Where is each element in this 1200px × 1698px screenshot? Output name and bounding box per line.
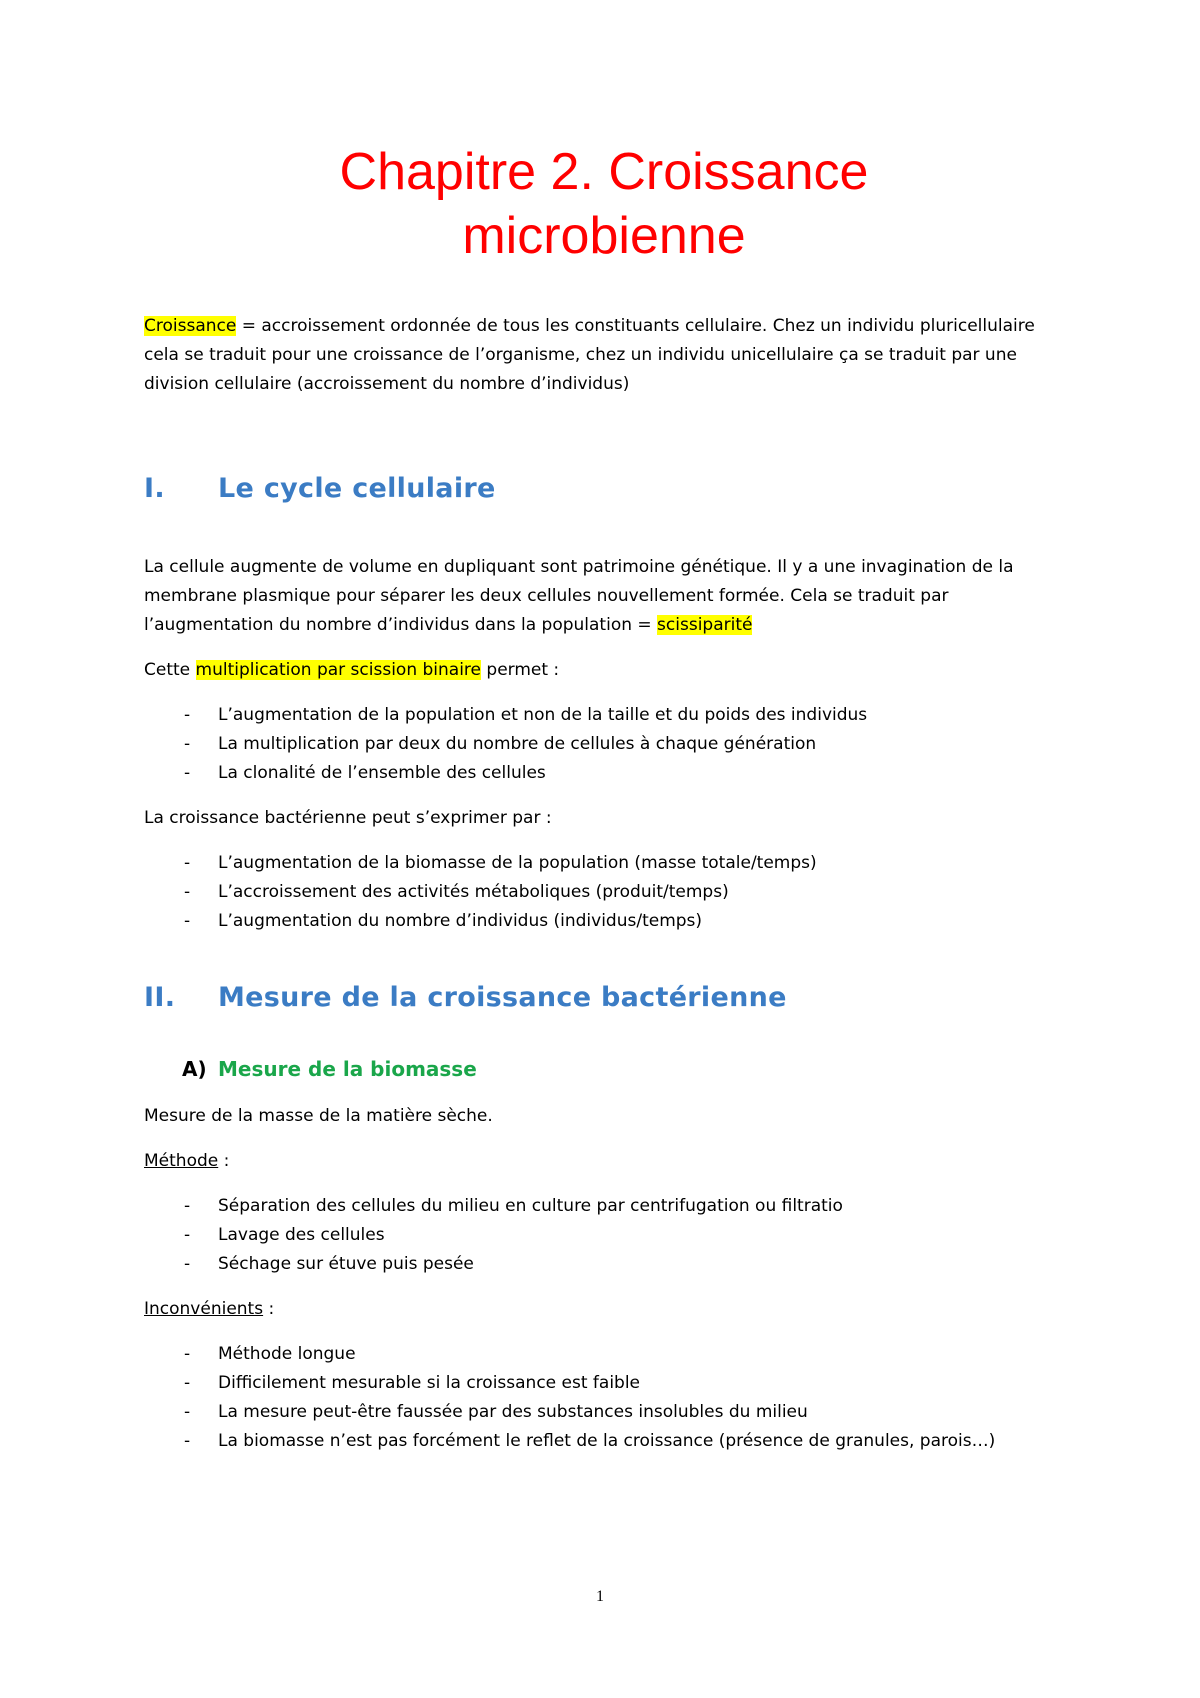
list-item-text: Difficilement mesurable si la croissance est faible xyxy=(218,1373,641,1393)
dash-bullet: - xyxy=(184,734,191,754)
title-line-1: Chapitre 2. Croissance xyxy=(339,143,869,201)
multiplication-highlight: multiplication par scission binaire xyxy=(195,660,481,680)
section-2-paragraph-1: Mesure de la masse de la matière sèche. xyxy=(144,1106,493,1126)
section-2-title: Mesure de la croissance bactérienne xyxy=(218,982,787,1013)
section-1-number: I. xyxy=(144,473,165,504)
list-item xyxy=(184,1250,1064,1279)
list-item-text: La mesure peut-être faussée par des substances insolubles du milieu xyxy=(218,1402,808,1422)
section-1-para1-text: La cellule augmente de volume en dupliquant sont patrimoine génétique. Il y a une invagination de la membrane plasmique pour séparer les deux cellules nouvellement formée. Cela se traduit par l’augmentation du nombre d’individus dans la population = xyxy=(144,557,1014,635)
list-item xyxy=(184,1221,1064,1250)
list-item-text: La biomasse n’est pas forcément le reflet de la croissance (présence de granules, parois…) xyxy=(218,1431,996,1451)
inconvenients-list xyxy=(144,1340,1064,1456)
section-1-list-1 xyxy=(144,701,1064,788)
list-item-text: La multiplication par deux du nombre de cellules à chaque génération xyxy=(218,734,817,754)
list-item xyxy=(184,701,1064,730)
section-1-list-2 xyxy=(144,849,1064,936)
list-item-text: Séchage sur étuve puis pesée xyxy=(218,1254,474,1274)
para2-post: permet : xyxy=(481,660,560,680)
subsection-a-title: Mesure de la biomasse xyxy=(218,1057,477,1081)
list-item-text: L’augmentation de la population et non de la taille et du poids des individus xyxy=(218,705,868,725)
subsection-a-number: A) xyxy=(182,1057,207,1081)
list-item xyxy=(184,1398,1064,1427)
dash-bullet: - xyxy=(184,853,191,873)
list-item-text: Lavage des cellules xyxy=(218,1225,385,1245)
list-item xyxy=(184,1192,1064,1221)
dash-bullet: - xyxy=(184,705,191,725)
list-item xyxy=(184,1427,1064,1456)
dash-bullet: - xyxy=(184,911,191,931)
dash-bullet: - xyxy=(184,1254,191,1274)
list-item-text: Séparation des cellules du milieu en culture par centrifugation ou filtratio xyxy=(218,1196,843,1216)
list-item-text: L’augmentation du nombre d’individus (individus/temps) xyxy=(218,911,703,931)
page-number: 1 xyxy=(596,1588,604,1605)
list-item xyxy=(184,1340,1064,1369)
inconvenients-label-suffix: : xyxy=(263,1299,275,1319)
intro-text: = accroissement ordonnée de tous les constituants cellulaire. Chez un individu pluricellulaire cela se traduit pour une croissance de l’organisme, chez un individu unicellulaire ça se traduit par une division cellulaire (accroissement du nombre d’individus) xyxy=(144,316,1035,394)
list-item-text: L’accroissement des activités métaboliques (produit/temps) xyxy=(218,882,729,902)
dash-bullet: - xyxy=(184,1196,191,1216)
scissiparite-highlight: scissiparité xyxy=(657,615,753,635)
section-1-heading xyxy=(144,471,1064,507)
section-2-number: II. xyxy=(144,982,176,1013)
list-item xyxy=(184,849,1064,878)
section-1-title: Le cycle cellulaire xyxy=(218,473,496,504)
document-content xyxy=(144,140,1064,1472)
list-item xyxy=(184,1369,1064,1398)
subsection-a-heading xyxy=(182,1054,1064,1084)
list-item-text: Méthode longue xyxy=(218,1344,356,1364)
inconvenients-label xyxy=(144,1295,1064,1324)
section-1-paragraph-2 xyxy=(144,656,1064,685)
methode-label xyxy=(144,1147,1064,1176)
para2-pre: Cette xyxy=(144,660,196,680)
section-1-paragraph-1 xyxy=(144,553,1064,640)
page-title xyxy=(144,140,1064,268)
dash-bullet: - xyxy=(184,882,191,902)
list-item xyxy=(184,759,1064,788)
dash-bullet: - xyxy=(184,1373,191,1393)
inconvenients-label-text: Inconvénients xyxy=(144,1299,264,1319)
list-item xyxy=(184,730,1064,759)
list-item-text: L’augmentation de la biomasse de la population (masse totale/temps) xyxy=(218,853,817,873)
dash-bullet: - xyxy=(184,1344,191,1364)
intro-term-highlight: Croissance xyxy=(144,316,237,336)
title-line-2: microbienne xyxy=(462,207,746,265)
dash-bullet: - xyxy=(184,1431,191,1451)
dash-bullet: - xyxy=(184,1225,191,1245)
methode-list xyxy=(144,1192,1064,1279)
list-item-text: La clonalité de l’ensemble des cellules xyxy=(218,763,546,783)
methode-label-text: Méthode xyxy=(144,1151,219,1171)
section-1-paragraph-3: La croissance bactérienne peut s’exprimer par : xyxy=(144,808,552,828)
dash-bullet: - xyxy=(184,763,191,783)
section-2-heading xyxy=(144,980,1064,1016)
list-item xyxy=(184,878,1064,907)
intro-paragraph xyxy=(144,312,1064,399)
dash-bullet: - xyxy=(184,1402,191,1422)
methode-label-suffix: : xyxy=(218,1151,230,1171)
list-item xyxy=(184,907,1064,936)
